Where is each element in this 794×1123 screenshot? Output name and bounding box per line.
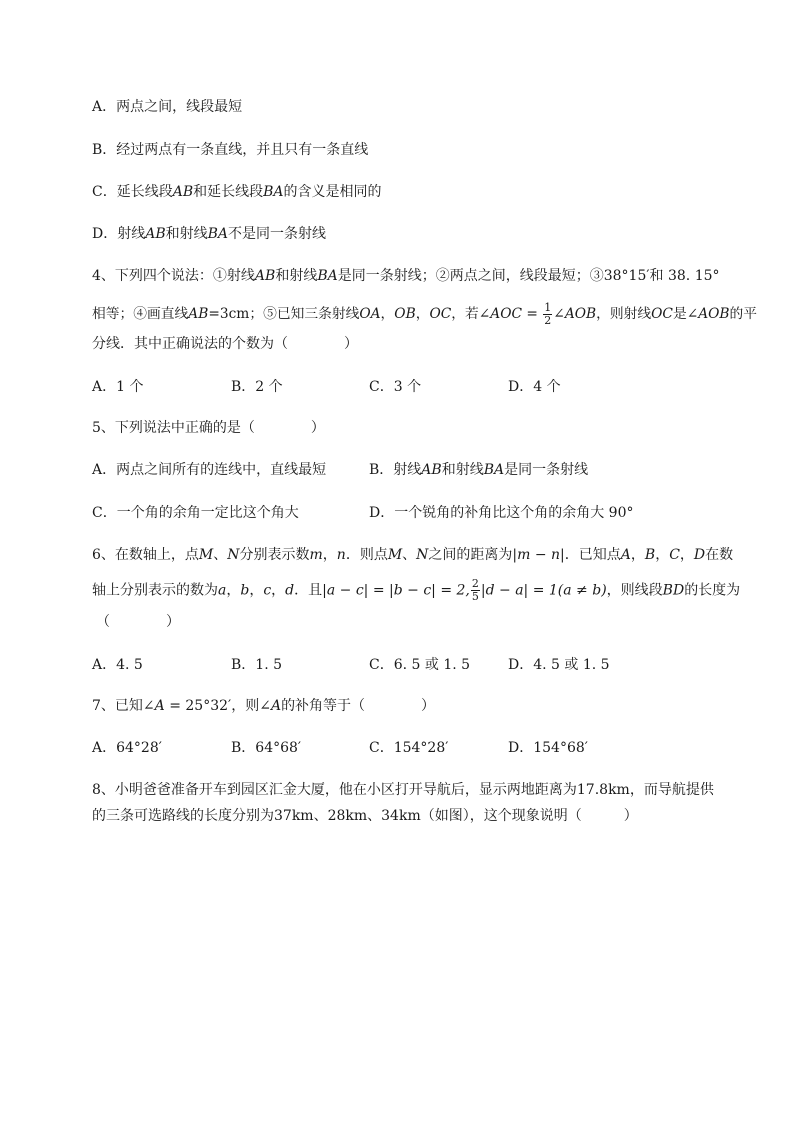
q4-text: 38°15′和 38. 15°: [603, 268, 720, 284]
q7-text: 的补角等于（ ）: [281, 698, 436, 714]
q7-var: A: [154, 698, 165, 714]
q3-option-d-pre: D．射线: [92, 226, 146, 242]
q8-text: 的三条可选路线的长度分别为37km、28km、34km（如图），这个现象说明（ ）: [92, 808, 638, 824]
q4-var: AOC: [490, 306, 523, 322]
q3-option-d-mid: 和射线: [165, 226, 208, 242]
q6-option-d: D．4. 5 或 1. 5: [508, 657, 610, 673]
q5-option-b: [369, 460, 588, 480]
q4-text: ，: [415, 306, 430, 322]
q6-var: C: [669, 547, 680, 563]
q6-stem-line-1: [92, 545, 733, 565]
q4-text: 相等；④画直线: [92, 306, 189, 322]
q5-text: 是同一条射线: [504, 462, 589, 478]
q3-option-c-post: 的含义是相同的: [283, 184, 382, 200]
q4-var: OC: [429, 306, 452, 322]
q4-var: AB: [254, 268, 276, 284]
q3-option-d: [92, 224, 326, 244]
q6-text: 轴上分别表示的数为: [92, 582, 218, 599]
q5-var: BA: [483, 462, 505, 478]
q6-text: 、: [213, 547, 228, 563]
q6-option-b: B．1. 5: [231, 657, 283, 673]
fraction-two-fifths: [471, 578, 480, 603]
q6-abs-expr: |m − n|: [512, 547, 565, 563]
q4-var: OB: [394, 306, 416, 322]
q6-var: N: [416, 547, 429, 563]
q6-var: m: [309, 547, 323, 563]
q6-stem-line-3: [96, 612, 180, 632]
q6-text: ，: [271, 582, 286, 599]
q4-var: OC: [651, 306, 673, 322]
q6-text: ，则线段: [606, 582, 663, 599]
q4-text: =3cm；⑤已知三条射线: [208, 306, 360, 322]
q3-option-c-pre: C．延长线段: [92, 184, 173, 200]
q4-stem-line-1: [92, 266, 720, 286]
q4-text: 和射线: [275, 268, 318, 284]
q6-var: a: [218, 582, 227, 599]
q6-var: M: [387, 547, 403, 563]
q4-text: 是∠: [672, 306, 699, 322]
q6-var: BD: [662, 582, 685, 599]
q6-var: M: [198, 547, 214, 563]
q6-text: ，: [226, 582, 241, 599]
q7-var: A: [270, 698, 282, 714]
q6-text: 的长度为: [684, 582, 741, 599]
q3-option-c-var2: BA: [263, 184, 284, 200]
q6-var: A: [620, 547, 631, 563]
fraction-numerator: 1: [544, 301, 552, 314]
fraction-one-half: [543, 302, 552, 327]
q6-text: 之间的距离为: [428, 547, 513, 563]
q5-var: AB: [421, 462, 442, 478]
q5-option-a: A．两点之间所有的连线中，直线最短: [92, 462, 327, 478]
q7-stem: [92, 696, 435, 716]
q8-stem-line-2: [92, 806, 638, 826]
q4-var: AB: [188, 306, 209, 322]
q4-var: BA: [317, 268, 338, 284]
q3-option-b: [92, 140, 368, 160]
q4-option-c: C．3 个: [369, 379, 422, 395]
q6-text: 在数: [705, 547, 734, 563]
q4-text: 分线．其中正确说法的个数为（ ）: [92, 336, 358, 352]
q7-text: = 25°32′，则∠: [164, 698, 271, 714]
q7-text: 7、已知∠: [92, 698, 155, 714]
q5-option-d: D．一个锐角的补角比这个角的余角大 90°: [369, 505, 634, 521]
q6-text: 6、在数轴上，点: [92, 547, 199, 563]
q4-option-d: D．4 个: [508, 379, 561, 395]
q6-var: d: [285, 582, 295, 599]
q4-text: 4、下列四个说法：①射线: [92, 268, 255, 284]
q6-text: ，: [249, 582, 264, 599]
q3-option-c-var1: AB: [172, 184, 194, 200]
q6-text: （ ）: [96, 614, 180, 630]
q3-option-a-text: A．两点之间，线段最短: [92, 99, 243, 115]
q7-option-b: B．64°68′: [231, 740, 302, 756]
q6-text: ，: [630, 547, 645, 563]
q8-stem-line-1: [92, 780, 714, 800]
q5-stem: [92, 418, 325, 438]
q6-stem-line-2: [92, 578, 740, 603]
q6-text: 分别表示数: [239, 547, 310, 563]
q3-option-c-mid: 和延长线段: [193, 184, 264, 200]
q7-option-c: C．154°28′: [369, 740, 449, 756]
q6-var: n: [336, 547, 346, 563]
fraction-numerator: 2: [471, 577, 479, 590]
q6-text: ．且: [294, 582, 323, 599]
q6-option-a: A．4. 5: [92, 657, 143, 673]
q8-text: 8、小明爸爸准备开车到园区汇金大厦，他在小区打开导航后，显示两地距离为17.8km，而导航提供: [92, 782, 714, 798]
q5-text: B．射线: [369, 462, 422, 478]
q4-option-b: B．2 个: [231, 379, 283, 395]
q4-option-a: A．1 个: [92, 379, 144, 395]
q4-text: 是同一条射线；②两点之间，线段最短；③: [337, 268, 604, 284]
q4-text: ，: [380, 306, 395, 322]
q6-text: ，: [679, 547, 694, 563]
q6-text: ，: [322, 547, 337, 563]
q6-text: 、: [402, 547, 417, 563]
q6-text: ．已知点: [564, 547, 621, 563]
q4-stem-line-2: [92, 302, 757, 327]
fraction-denominator: 5: [471, 590, 479, 603]
q4-text: ∠: [553, 306, 565, 322]
q6-var: B: [644, 547, 656, 563]
q4-text: =: [522, 306, 543, 322]
q6-text: ，: [655, 547, 670, 563]
q4-var: OA: [359, 306, 381, 322]
q4-text: 的平: [729, 306, 758, 322]
q3-option-a: [92, 97, 242, 117]
q3-option-c: [92, 182, 382, 202]
q3-option-d-post: 不是同一条射线: [228, 226, 327, 242]
q4-var: AOB: [564, 306, 597, 322]
q7-option-a: A．64°28′: [92, 740, 162, 756]
q5-option-c: C．一个角的余角一定比这个角大: [92, 505, 299, 521]
q4-text: ，则射线: [596, 306, 652, 322]
q6-var: c: [263, 582, 272, 599]
q4-text: ，若∠: [451, 306, 491, 322]
q6-var: N: [227, 547, 240, 563]
q3-option-b-text: B．经过两点有一条直线，并且只有一条直线: [92, 142, 369, 158]
q6-text: ．则点: [345, 547, 388, 563]
q3-option-d-var1: AB: [145, 226, 166, 242]
q6-abs-expr: |d − a| = 1(a ≠ b): [480, 582, 607, 599]
q6-var: D: [693, 547, 706, 563]
q7-option-d: D．154°68′: [508, 740, 588, 756]
q5-text: 和射线: [441, 462, 484, 478]
q4-stem-line-3: [92, 334, 358, 354]
q6-option-c: C．6. 5 或 1. 5: [369, 657, 471, 673]
q4-var: AOB: [698, 306, 730, 322]
q6-abs-expr: |a − c| = |b − c| = 2,: [322, 582, 470, 599]
q5-text: 5、下列说法中正确的是（ ）: [92, 420, 325, 436]
q6-var: b: [240, 582, 250, 599]
q3-option-d-var2: BA: [207, 226, 229, 242]
fraction-denominator: 2: [544, 314, 552, 327]
